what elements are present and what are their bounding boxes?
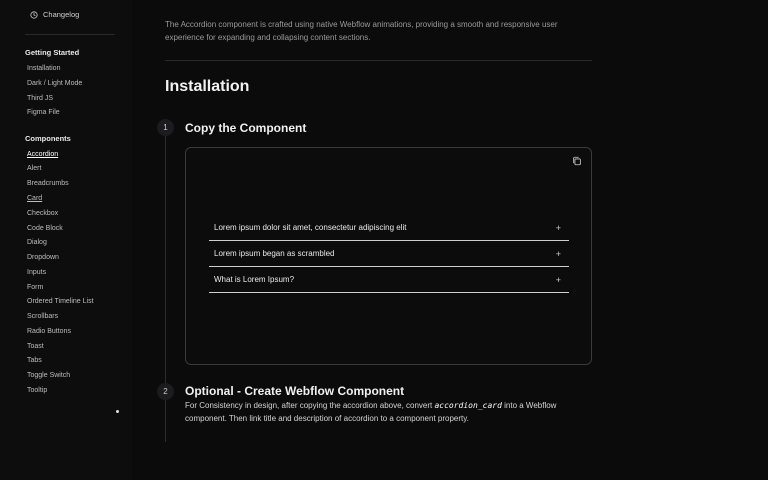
step-number-badge: 2 [157,383,174,400]
installation-heading: Installation [165,78,250,95]
sidebar-section-title: Getting Started [25,48,80,57]
content-divider [165,60,592,61]
component-preview-panel [185,147,592,365]
sidebar-item-scrollbars[interactable]: Scrollbars [27,313,59,320]
sidebar-item-card[interactable]: Card [27,195,43,202]
accordion-item-title: Lorem ipsum began as scrambled [214,249,335,258]
sidebar-item-checkbox[interactable]: Checkbox [27,210,59,217]
accordion-item[interactable] [209,215,569,241]
sidebar-item-form[interactable]: Form [27,284,44,291]
sidebar-item-tabs[interactable]: Tabs [27,357,42,364]
sidebar-item-tooltip[interactable]: Tooltip [27,387,48,394]
sidebar-item-ordered-timeline-list[interactable]: Ordered Timeline List [27,298,94,305]
sidebar-item-toast[interactable]: Toast [27,343,44,350]
sidebar-item-inputs[interactable]: Inputs [27,269,47,276]
sidebar-item-figma-file[interactable]: Figma File [27,109,60,116]
sidebar-item-installation[interactable]: Installation [27,65,61,72]
accordion-item[interactable] [209,241,569,267]
sidebar-item-dark-light-mode[interactable]: Dark / Light Mode [27,80,83,87]
sidebar-item-radio-buttons[interactable]: Radio Buttons [27,328,71,335]
sidebar-item-label: Changelog [43,10,80,19]
step-title: Optional - Create Webflow Component [185,384,405,398]
accordion [209,215,569,293]
sidebar [0,0,132,480]
scroll-indicator-dot [116,410,119,413]
sidebar-item-changelog[interactable] [30,10,79,19]
optional-text-part: into a Webflow component. Then link title and description of accordion to a component property. [185,401,557,423]
clock-icon [30,11,38,19]
sidebar-item-breadcrumbs[interactable]: Breadcrumbs [27,180,69,187]
sidebar-item-toggle-switch[interactable]: Toggle Switch [27,372,71,379]
accordion-item[interactable] [209,267,569,293]
sidebar-section-title: Components [25,134,71,143]
sidebar-item-code-block[interactable]: Code Block [27,225,63,232]
step-title: Copy the Component [185,121,307,135]
sidebar-item-accordion[interactable]: Accordion [27,151,59,158]
sidebar-item-third-js[interactable]: Third JS [27,95,54,102]
plus-icon: + [555,222,561,233]
plus-icon: + [555,274,561,285]
intro-text: The Accordion component is crafted using native Webflow animations, providing a smooth and responsive user experience for expanding and collapsing content sections. [165,20,558,42]
optional-text-part: For Consistency in design, after copying the accordion above, convert [185,401,435,410]
plus-icon: + [555,248,561,259]
sidebar-item-alert[interactable]: Alert [27,165,42,172]
sidebar-item-dialog[interactable]: Dialog [27,239,47,246]
sidebar-divider [25,34,115,35]
step-number-badge: 1 [157,119,174,136]
accordion-item-title: What is Lorem Ipsum? [214,275,295,284]
sidebar-item-dropdown[interactable]: Dropdown [27,254,59,261]
accordion-item-title: Lorem ipsum dolor sit amet, consectetur adipiscing elit [214,223,407,232]
optional-step-text [185,399,585,425]
inline-code: accordion_card [434,401,502,410]
copy-icon[interactable] [572,156,582,166]
